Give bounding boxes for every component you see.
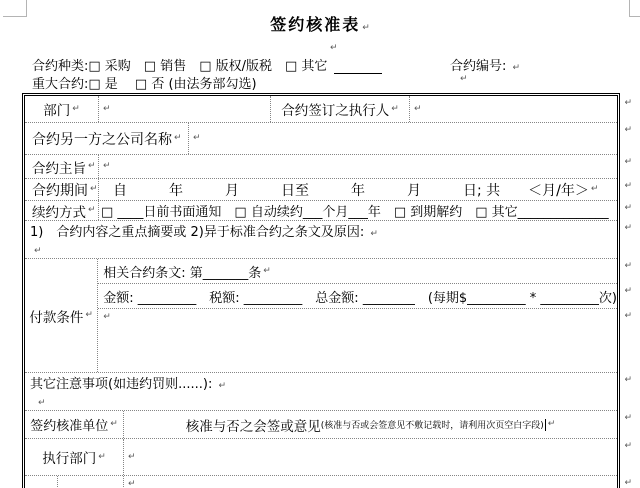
table-row-renewal — [25, 200, 632, 220]
paragraph-mark-icon: ↵ — [414, 103, 422, 114]
summary-cell[interactable] — [25, 221, 617, 258]
paragraph-mark-icon: ↵ — [128, 479, 136, 488]
partial-cell-3[interactable] — [123, 476, 617, 488]
paragraph-mark-icon: ↵ — [624, 441, 632, 451]
executor-input-cell[interactable] — [409, 96, 617, 122]
page-title: 签约核准表 — [270, 15, 361, 34]
paragraph-mark-icon: ↵ — [624, 311, 632, 321]
approval-opinion-cell[interactable] — [123, 411, 617, 438]
executor-label-cell — [270, 96, 409, 122]
period-input-cell[interactable] — [98, 179, 617, 200]
paragraph-mark-icon: ↵ — [128, 451, 136, 462]
period-value: 自 年 月 日至 年 月 日; 共 ＜月/年＞ — [113, 182, 589, 199]
paragraph-mark-icon: ↵ — [103, 312, 111, 322]
payment-label: 付款条件 — [29, 309, 84, 326]
paragraph-mark-icon: ↵ — [624, 157, 632, 167]
paragraph-mark-icon: ↵ — [624, 261, 632, 271]
payment-notes-cell[interactable] — [98, 308, 632, 372]
dept-label-cell — [25, 96, 98, 122]
subject-label: 合约主旨 — [32, 160, 86, 177]
period-label: 合约期间 — [32, 182, 88, 199]
contract-type-options: 合约种类:□ 采购 □ 销售 □ 版权/版税 □ 其它 — [32, 59, 332, 74]
text-cursor — [545, 419, 546, 431]
paragraph-mark-icon: ↵ — [330, 43, 338, 53]
table-row-notes[interactable] — [25, 372, 632, 410]
paragraph-mark-icon: ↵ — [263, 265, 271, 276]
notes-empty-line — [30, 393, 612, 410]
contract-type-line[interactable] — [32, 55, 521, 74]
table-row-summary[interactable] — [25, 220, 632, 258]
renewal-input-cell[interactable] — [98, 201, 617, 220]
paragraph-mark-icon: ↵ — [90, 184, 98, 194]
summary-empty-line — [30, 241, 612, 258]
paragraph-mark-icon: ↵ — [624, 413, 632, 423]
paragraph-mark-icon: ↵ — [624, 286, 632, 296]
approval-opinion-note: (核准与否或会签意见不敷记载时，请利用次页空白字段) — [320, 421, 544, 431]
renewal-options: □ ____日前书面通知 □ 自动续约___个月___年 □ 到期解约 □ 其它______________ — [101, 205, 609, 220]
paragraph-mark-icon: ↵ — [370, 229, 378, 239]
paragraph-mark-icon: ↵ — [174, 133, 182, 143]
subject-input-cell[interactable] — [98, 155, 617, 178]
table-row-exec-dept — [25, 438, 632, 475]
dept-input-cell[interactable] — [98, 96, 270, 122]
paragraph-mark-icon: ↵ — [624, 375, 632, 385]
approval-opinion-title: 核准与否之会签或意见 — [185, 418, 321, 435]
dept-label: 部门 — [43, 103, 71, 119]
paragraph-mark-icon: ↵ — [88, 161, 96, 171]
paragraph-mark-icon: ↵ — [85, 310, 93, 320]
paragraph-mark-icon: ↵ — [391, 103, 399, 114]
paragraph-mark-icon: ↵ — [103, 161, 111, 171]
paragraph-mark-icon: ↵ — [72, 103, 80, 114]
counterparty-label: 合约另一方之公司名称 — [32, 131, 172, 148]
paragraph-mark-icon: ↵ — [624, 203, 632, 213]
approval-form-table — [22, 93, 632, 488]
paragraph-mark-icon: ↵ — [98, 451, 106, 462]
paragraph-mark-icon: ↵ — [460, 74, 468, 84]
paragraph-mark-icon: ↵ — [88, 205, 96, 215]
paragraph-mark-icon: ↵ — [590, 184, 599, 194]
payment-label-cell — [25, 259, 97, 372]
paragraph-mark-icon: ↵ — [624, 478, 632, 488]
contract-no-label — [450, 55, 520, 74]
counterparty-label-cell — [25, 123, 188, 154]
paragraph-mark-icon: ↵ — [103, 103, 111, 114]
payment-amount-cell[interactable] — [98, 283, 632, 308]
notes-cell[interactable] — [25, 373, 617, 410]
table-row-department — [25, 96, 632, 122]
partial-cell-2[interactable] — [57, 476, 123, 488]
table-row-subject — [25, 154, 632, 178]
payment-clause-cell[interactable] — [98, 259, 632, 283]
approval-label: 签约核准单位 — [30, 419, 109, 434]
paragraph-mark-icon: ↵ — [624, 98, 632, 108]
exec-dept-input-cell[interactable] — [123, 439, 617, 475]
approval-label-cell — [25, 411, 123, 438]
payment-clause-text: 相关合约条文: 第_______条 — [103, 265, 262, 281]
major-contract-options: 重大合约:□ 是 □ 否 (由法务部勾选) — [32, 77, 257, 92]
subject-label-cell — [25, 155, 98, 178]
paragraph-mark-icon: ↵ — [193, 133, 201, 143]
summary-line — [30, 224, 612, 241]
contract-no-text: 合约编号: — [450, 59, 511, 74]
notes-line — [30, 376, 612, 393]
table-row-counterparty — [25, 122, 632, 154]
paragraph-mark-icon: ↵ — [38, 398, 46, 408]
exec-dept-label: 执行部门 — [42, 451, 97, 467]
payment-detail-column — [97, 259, 632, 372]
renewal-label-cell — [25, 201, 98, 220]
payment-amount-text: 金额: _________ 税额: _________ 总金额: ________ (每期$_________ * _________次) — [103, 290, 617, 306]
paragraph-mark-icon: ↵ — [362, 23, 370, 33]
period-label-cell — [25, 179, 98, 200]
paragraph-mark-icon: ↵ — [547, 419, 556, 429]
paragraph-mark-icon: ↵ — [624, 125, 632, 135]
other-type-blank-field[interactable] — [334, 60, 382, 74]
paragraph-mark-icon: ↵ — [34, 246, 42, 256]
paragraph-mark-icon: ↵ — [218, 381, 226, 391]
exec-dept-label-cell — [25, 439, 123, 475]
paragraph-mark-icon: ↵ — [624, 181, 632, 191]
table-row-payment — [25, 258, 632, 372]
paragraph-mark-icon: ↵ — [512, 63, 521, 73]
executor-label: 合约签订之执行人 — [281, 103, 390, 119]
table-row-partial — [25, 475, 632, 488]
paragraph-mark-icon: ↵ — [624, 223, 632, 233]
counterparty-input-cell[interactable] — [188, 123, 617, 154]
partial-cell-1[interactable] — [25, 476, 57, 488]
summary-label: 1) 合约内容之重点摘要或 2)异于标准合约之条文及原因: — [30, 225, 369, 240]
form-title-row — [0, 12, 640, 35]
table-row-period — [25, 178, 632, 200]
major-contract-line[interactable] — [32, 73, 468, 92]
table-row-approval — [25, 410, 632, 438]
paragraph-mark-icon: ↵ — [110, 419, 118, 429]
notes-label: 其它注意事项(如违约罚则......): — [30, 377, 217, 392]
renewal-label: 续约方式 — [32, 204, 86, 220]
